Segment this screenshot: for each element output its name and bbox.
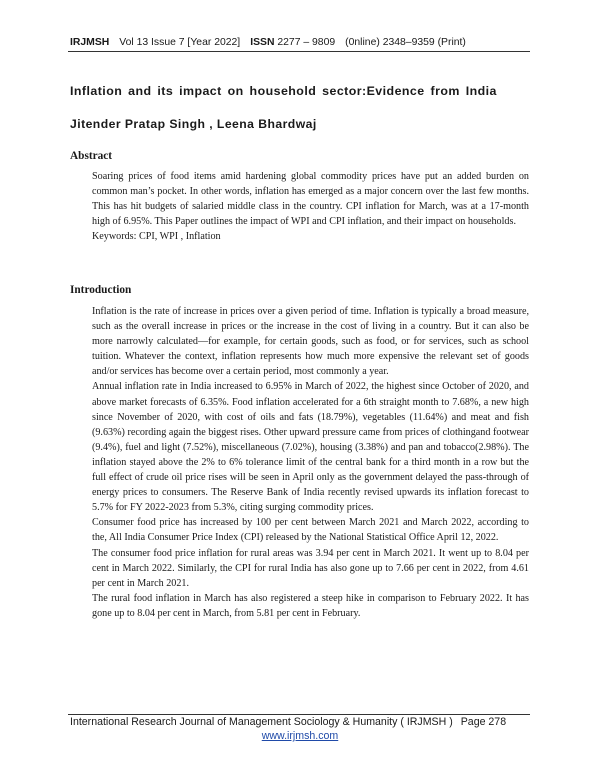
journal-abbrev: IRJMSH — [70, 37, 110, 48]
footer-journal-name: International Research Journal of Management Sociology & Humanity ( IRJMSH ) — [70, 716, 453, 728]
issn-label: ISSN — [250, 37, 275, 48]
abstract-body — [92, 169, 529, 244]
issn-print: (0nline) 2348–9359 (Print) — [345, 37, 466, 48]
abstract-keywords: Keywords: CPI, WPI , Inflation — [92, 231, 221, 243]
journal-website-link[interactable]: www.irjmsh.com — [261, 730, 339, 742]
intro-paragraph: The rural food inflation in March has also registered a steep hike in comparison to February 2022. It has gone up to 8.04 per cent in March, from 5.81 per cent in February. — [92, 592, 529, 619]
abstract-text: Soaring prices of food items amid hardening global commodity prices have put an added burden on common man’s pocket. In other words, inflation has emerged as a major concern over the last few months. This has hit budgets of salaried middle class in the country. CPI inflation for March, was at a 17-month high of 6.95%. This Paper outlines the impact of WPI and CPI inflation, and their impact on households. — [92, 171, 529, 228]
intro-paragraph: Consumer food price has increased by 100 per cent between March 2021 and March 2022, according to the, All India Consumer Price Index (CPI) released by the National Statistical Office April 12, 2022. — [92, 517, 529, 544]
article-authors: Jitender Pratap Singh , Leena Bhardwaj — [70, 117, 317, 131]
footer-url-line — [0, 730, 600, 742]
article-title: Inflation and its impact on household sector:Evidence from India — [70, 84, 497, 98]
volume-issue: Vol 13 Issue 7 [Year 2022] — [119, 37, 241, 48]
introduction-heading: Introduction — [70, 284, 132, 296]
header-divider — [68, 51, 530, 52]
running-footer — [70, 716, 530, 728]
introduction-body — [92, 304, 529, 621]
abstract-heading: Abstract — [70, 150, 113, 162]
page-number: Page 278 — [460, 716, 507, 728]
intro-paragraph: The consumer food price inflation for rural areas was 3.94 per cent in March 2021. It went up to 8.04 per cent in March 2022. Similarly, the CPI for rural India has also gone up to 7.66 per cent in 2022, from 4.61 per cent in March 2021. — [92, 547, 529, 589]
running-header — [70, 37, 530, 48]
issn-online: 2277 – 9809 — [277, 37, 336, 48]
intro-paragraph: Annual inflation rate in India increased to 6.95% in March of 2022, the highest since October of 2020, and above market forecasts of 6.35%. Food inflation accelerated for a 6th straight month to 7.68%, a new high since November of 2020, with cost of oils and fats (18.79%), vegetables (11.64%) and meat and fish (9.63%) recording again the biggest rises. Other upward pressure came from prices of clothingand footwear (9.4%), fuel and light (7.52%), miscellaneous (7.02%), housing (3.38%) and pan and tobacco(2.98%). The inflation stayed above the 2% to 6% tolerance limit of the central bank for a third month in a row but the full effect of crude oil price rises will be seen in April only as the government delayed the pass-through of energy prices to consumers. The Reserve Bank of India recently revised upwards its inflation forecast to 5.7% for FY 2022-2023 from 5.3%, citing surging commodity prices. — [92, 381, 529, 514]
footer-divider — [68, 714, 530, 715]
intro-paragraph: Inflation is the rate of increase in prices over a given period of time. Inflation is typically a broad measure, such as the overall increase in prices or the increase in the cost of living in a country. But it can also be more narrowly calculated—for example, for certain goods, such as food, or for services, such as school tuition. Whatever the context, inflation represents how much more expensive the relevant set of goods and/or services has become over a certain period, most commonly a year. — [92, 306, 529, 378]
